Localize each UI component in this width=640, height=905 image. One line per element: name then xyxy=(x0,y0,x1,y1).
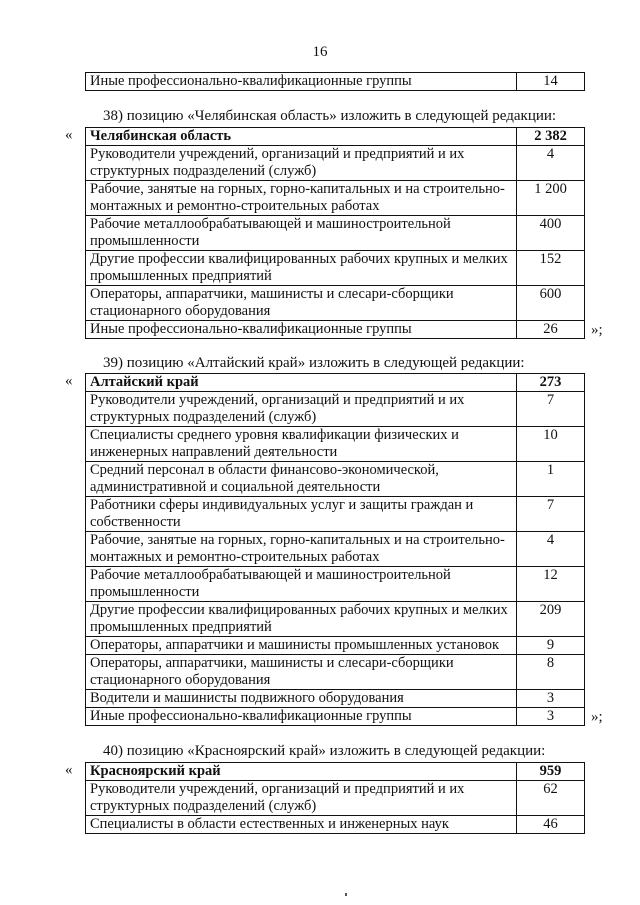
row-name: Операторы, аппаратчики, машинисты и слесари-сборщики стационарного оборудования xyxy=(86,655,517,690)
region-name: Красноярский край xyxy=(86,763,517,781)
table-row xyxy=(86,392,585,427)
table-row xyxy=(86,321,585,339)
row-name: Другие профессии квалифицированных рабочих крупных и мелких промышленных предприятий xyxy=(86,602,517,637)
row-value: 600 xyxy=(517,286,585,321)
row-value: 209 xyxy=(517,602,585,637)
row-name: Операторы, аппаратчики и машинисты промышленных установок xyxy=(86,637,517,655)
region-table-altai xyxy=(85,373,585,726)
row-name: Иные профессионально-квалификационные группы xyxy=(86,321,517,339)
table-row xyxy=(86,708,585,726)
table-row xyxy=(86,497,585,532)
scan-mark xyxy=(345,893,347,896)
page-number: 16 xyxy=(312,44,328,60)
row-name: Руководители учреждений, организаций и предприятий и их структурных подразделений (служб) xyxy=(86,781,517,816)
row-value: 7 xyxy=(517,392,585,427)
open-quote: « xyxy=(65,762,73,778)
table-row xyxy=(86,690,585,708)
table-row xyxy=(86,216,585,251)
close-quote: »; xyxy=(591,322,603,338)
region-total: 2 382 xyxy=(517,128,585,146)
row-name: Рабочие металлообрабатывающей и машиностроительной промышленности xyxy=(86,567,517,602)
row-value: 7 xyxy=(517,497,585,532)
continuation-table xyxy=(85,72,585,91)
row-name: Работники сферы индивидуальных услуг и защиты граждан и собственности xyxy=(86,497,517,532)
row-name: Руководители учреждений, организаций и предприятий и их структурных подразделений (служб) xyxy=(86,146,517,181)
row-value: 152 xyxy=(517,251,585,286)
section-heading: 38) позицию «Челябинская область» изложить в следующей редакции: xyxy=(103,108,557,124)
row-name: Операторы, аппаратчики, машинисты и слесари-сборщики стационарного оборудования xyxy=(86,286,517,321)
table-row xyxy=(86,781,585,816)
table-row xyxy=(86,286,585,321)
row-value: 12 xyxy=(517,567,585,602)
row-value: 3 xyxy=(517,690,585,708)
region-header-row xyxy=(86,374,585,392)
row-name: Иные профессионально-квалификационные группы xyxy=(86,73,517,91)
row-name: Руководители учреждений, организаций и предприятий и их структурных подразделений (служб) xyxy=(86,392,517,427)
table-row xyxy=(86,602,585,637)
region-name: Челябинская область xyxy=(86,128,517,146)
row-value: 1 200 xyxy=(517,181,585,216)
table-row xyxy=(86,637,585,655)
row-value: 26 xyxy=(517,321,585,339)
table-row xyxy=(86,462,585,497)
region-table-krasnoyarsk xyxy=(85,762,585,834)
region-total: 959 xyxy=(517,763,585,781)
table-row xyxy=(86,181,585,216)
region-header-row xyxy=(86,763,585,781)
open-quote: « xyxy=(65,127,73,143)
table-row xyxy=(86,146,585,181)
row-value: 400 xyxy=(517,216,585,251)
section-heading: 40) позицию «Красноярский край» изложить в следующей редакции: xyxy=(103,743,546,759)
row-value: 10 xyxy=(517,427,585,462)
region-total: 273 xyxy=(517,374,585,392)
row-value: 4 xyxy=(517,146,585,181)
row-name: Рабочие, занятые на горных, горно-капитальных и на строительно-монтажных и ремонтно-строительных работах xyxy=(86,532,517,567)
table-row xyxy=(86,567,585,602)
row-value: 3 xyxy=(517,708,585,726)
row-name: Специалисты среднего уровня квалификации физических и инженерных направлений деятельности xyxy=(86,427,517,462)
row-name: Рабочие металлообрабатывающей и машиностроительной промышленности xyxy=(86,216,517,251)
open-quote: « xyxy=(65,373,73,389)
row-value: 4 xyxy=(517,532,585,567)
row-name: Иные профессионально-квалификационные группы xyxy=(86,708,517,726)
region-header-row xyxy=(86,128,585,146)
table-row xyxy=(86,532,585,567)
table-row xyxy=(86,73,585,91)
row-name: Средний персонал в области финансово-экономической, административной и социальной деятельности xyxy=(86,462,517,497)
section-heading: 39) позицию «Алтайский край» изложить в следующей редакции: xyxy=(103,355,525,371)
row-value: 8 xyxy=(517,655,585,690)
region-name: Алтайский край xyxy=(86,374,517,392)
row-value: 1 xyxy=(517,462,585,497)
row-name: Специалисты в области естественных и инженерных наук xyxy=(86,816,517,834)
row-name: Водители и машинисты подвижного оборудования xyxy=(86,690,517,708)
row-value: 14 xyxy=(517,73,585,91)
close-quote: »; xyxy=(591,709,603,725)
table-row xyxy=(86,655,585,690)
row-value: 9 xyxy=(517,637,585,655)
row-value: 62 xyxy=(517,781,585,816)
row-name: Другие профессии квалифицированных рабочих крупных и мелких промышленных предприятий xyxy=(86,251,517,286)
row-name: Рабочие, занятые на горных, горно-капитальных и на строительно-монтажных и ремонтно-строительных работах xyxy=(86,181,517,216)
region-table-chelyabinsk xyxy=(85,127,585,339)
table-row xyxy=(86,816,585,834)
table-row xyxy=(86,427,585,462)
table-row xyxy=(86,251,585,286)
row-value: 46 xyxy=(517,816,585,834)
